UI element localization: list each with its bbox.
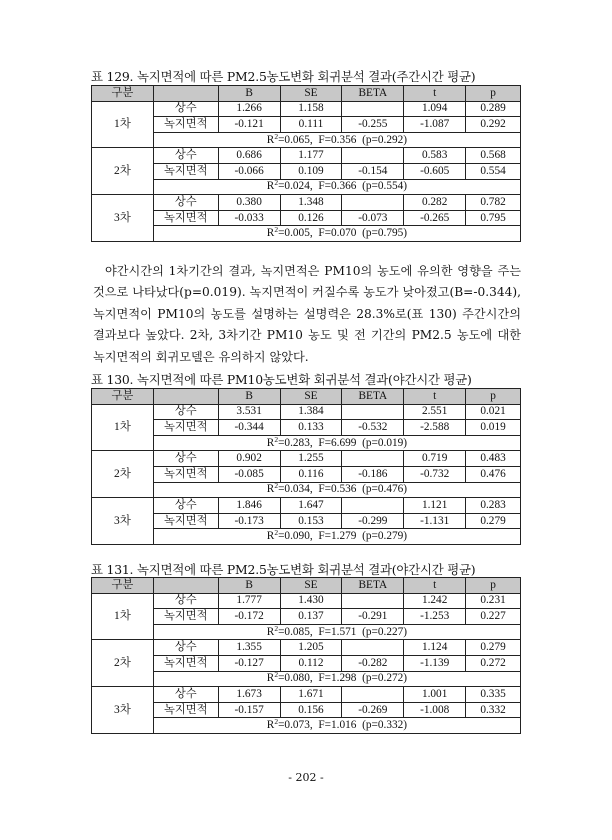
cell-se: 0.109 (280, 163, 342, 179)
cell-beta (342, 195, 404, 211)
r2-value: =0.085, (278, 625, 313, 638)
cell-se: 0.133 (280, 420, 342, 436)
cell-p: 0.795 (466, 210, 521, 226)
cell-beta: -0.154 (342, 163, 404, 179)
cell-t: 1.121 (404, 498, 466, 514)
row-label: 상수 (153, 498, 218, 514)
row-label: 상수 (153, 640, 218, 656)
model-summary (153, 132, 520, 148)
f-value: F=1.279 (318, 530, 357, 543)
f-value: F=1.298 (318, 672, 357, 685)
cell-t: 1.242 (404, 593, 466, 609)
row-label: 녹지면적 (153, 513, 218, 529)
cell-t: -0.265 (404, 210, 466, 226)
cell-se: 0.116 (280, 466, 342, 482)
f-value: F=0.366 (318, 180, 357, 193)
row-label: 상수 (153, 404, 218, 420)
model-summary (153, 435, 520, 451)
table-row (92, 148, 521, 164)
superscript: 2 (274, 623, 279, 633)
cell-b: -0.344 (218, 420, 280, 436)
table-130 (91, 388, 521, 545)
cell-se: 0.126 (280, 210, 342, 226)
cell-beta (342, 593, 404, 609)
cell-b: -0.172 (218, 609, 280, 625)
table-130-caption: 표 130. 녹지면적에 따른 PM10농도변화 회귀분석 결과(야간시간 평균) (91, 372, 472, 387)
superscript: 2 (274, 481, 279, 491)
cell-p: 0.272 (466, 655, 521, 671)
group-label: 1차 (92, 404, 154, 451)
cell-beta: -0.186 (342, 466, 404, 482)
table-row (92, 195, 521, 211)
cell-b: -0.121 (218, 117, 280, 133)
cell-beta: -0.073 (342, 210, 404, 226)
cell-se: 0.156 (280, 702, 342, 718)
cell-se: 0.112 (280, 655, 342, 671)
row-label: 상수 (153, 148, 218, 164)
header-row (92, 578, 521, 594)
cell-t: 1.124 (404, 640, 466, 656)
table-row (92, 640, 521, 656)
p-value: (p=0.292) (362, 133, 408, 146)
cell-p: 0.019 (466, 420, 521, 436)
cell-b: 0.902 (218, 451, 280, 467)
column-header: B (218, 389, 280, 405)
cell-b: -0.066 (218, 163, 280, 179)
column-header: BETA (342, 389, 404, 405)
cell-b: -0.157 (218, 702, 280, 718)
model-summary (153, 529, 520, 545)
cell-se: 1.647 (280, 498, 342, 514)
cell-p: 0.483 (466, 451, 521, 467)
r-squared-symbol: R (266, 483, 275, 496)
table-row (92, 498, 521, 514)
group-label: 2차 (92, 451, 154, 498)
p-value: (p=0.019) (362, 436, 408, 449)
table-129-caption: 표 129. 녹지면적에 따른 PM2.5농도변화 회귀분석 결과(주간시간 평균) (91, 69, 476, 84)
cell-b: -0.085 (218, 466, 280, 482)
superscript: 2 (274, 717, 279, 727)
group-label: 1차 (92, 101, 154, 148)
row-label: 녹지면적 (153, 609, 218, 625)
model-summary (153, 624, 520, 640)
model-summary (153, 482, 520, 498)
page-number: - 202 - (288, 771, 324, 784)
column-header: t (404, 389, 466, 405)
cell-p: 0.332 (466, 702, 521, 718)
r-squared-symbol: R (266, 719, 275, 732)
summary-row (92, 718, 521, 734)
summary-row (92, 671, 521, 687)
r-squared-symbol: R (266, 133, 275, 146)
cell-beta: -0.255 (342, 117, 404, 133)
cell-b: -0.127 (218, 655, 280, 671)
r-squared-symbol: R (266, 625, 275, 638)
cell-se: 0.137 (280, 609, 342, 625)
summary-row (92, 624, 521, 640)
cell-b: 1.355 (218, 640, 280, 656)
cell-p: 0.292 (466, 117, 521, 133)
table-row (92, 451, 521, 467)
summary-row (92, 132, 521, 148)
cell-p: 0.554 (466, 163, 521, 179)
cell-beta (342, 687, 404, 703)
column-header: 구분 (92, 86, 154, 102)
r2-value: =0.024, (278, 180, 313, 193)
row-label: 녹지면적 (153, 117, 218, 133)
cell-se: 1.430 (280, 593, 342, 609)
table-row (92, 687, 521, 703)
header-row (92, 86, 521, 102)
cell-p: 0.021 (466, 404, 521, 420)
cell-b: -0.033 (218, 210, 280, 226)
table-row (92, 117, 521, 133)
r-squared-symbol: R (266, 530, 275, 543)
cell-t: 1.001 (404, 687, 466, 703)
cell-se: 1.158 (280, 101, 342, 117)
p-value: (p=0.272) (362, 672, 408, 685)
group-label: 3차 (92, 195, 154, 242)
cell-t: -1.253 (404, 609, 466, 625)
cell-se: 1.177 (280, 148, 342, 164)
row-label: 녹지면적 (153, 420, 218, 436)
cell-t: 0.719 (404, 451, 466, 467)
table-131-caption: 표 131. 녹지면적에 따른 PM2.5농도변화 회귀분석 결과(야간시간 평균) (91, 562, 476, 577)
column-header: t (404, 86, 466, 102)
table-row (92, 466, 521, 482)
r2-value: =0.005, (278, 227, 313, 240)
cell-p: 0.279 (466, 513, 521, 529)
cell-b: 1.777 (218, 593, 280, 609)
cell-t: -1.139 (404, 655, 466, 671)
column-header: BETA (342, 86, 404, 102)
r-squared-symbol: R (266, 672, 275, 685)
table-row (92, 513, 521, 529)
f-value: F=0.070 (318, 227, 357, 240)
superscript: 2 (274, 670, 279, 680)
r-squared-symbol: R (266, 180, 275, 193)
f-value: F=6.699 (318, 436, 357, 449)
p-value: (p=0.227) (362, 625, 408, 638)
cell-beta (342, 451, 404, 467)
r-squared-symbol: R (266, 436, 275, 449)
column-header: p (466, 578, 521, 594)
r-squared-symbol: R (266, 227, 275, 240)
column-header: SE (280, 86, 342, 102)
cell-se: 1.255 (280, 451, 342, 467)
column-header: B (218, 86, 280, 102)
cell-b: 1.266 (218, 101, 280, 117)
cell-p: 0.279 (466, 640, 521, 656)
table-row (92, 420, 521, 436)
column-header: B (218, 578, 280, 594)
cell-b: 0.686 (218, 148, 280, 164)
cell-beta: -0.291 (342, 609, 404, 625)
cell-t: -0.732 (404, 466, 466, 482)
cell-p: 0.231 (466, 593, 521, 609)
table-row (92, 655, 521, 671)
table-row (92, 210, 521, 226)
p-value: (p=0.795) (362, 227, 408, 240)
superscript: 2 (274, 225, 279, 235)
superscript: 2 (274, 528, 279, 538)
row-label: 녹지면적 (153, 466, 218, 482)
cell-p: 0.476 (466, 466, 521, 482)
r2-value: =0.283, (278, 436, 313, 449)
row-label: 상수 (153, 195, 218, 211)
table-129 (91, 85, 521, 242)
cell-t: -1.131 (404, 513, 466, 529)
row-label: 상수 (153, 593, 218, 609)
cell-t: -1.008 (404, 702, 466, 718)
model-summary (153, 671, 520, 687)
r2-value: =0.065, (278, 133, 313, 146)
superscript: 2 (274, 178, 279, 188)
cell-beta (342, 498, 404, 514)
column-header: SE (280, 389, 342, 405)
cell-p: 0.289 (466, 101, 521, 117)
cell-b: 1.673 (218, 687, 280, 703)
model-summary (153, 226, 520, 242)
cell-p: 0.568 (466, 148, 521, 164)
superscript: 2 (274, 434, 279, 444)
cell-beta (342, 404, 404, 420)
cell-beta (342, 148, 404, 164)
cell-b: 3.531 (218, 404, 280, 420)
column-header (153, 389, 218, 405)
group-label: 3차 (92, 687, 154, 734)
body-paragraph (93, 261, 521, 368)
cell-beta: -0.299 (342, 513, 404, 529)
r2-value: =0.073, (278, 719, 313, 732)
superscript: 2 (274, 131, 279, 141)
summary-row (92, 435, 521, 451)
row-label: 녹지면적 (153, 163, 218, 179)
row-label: 녹지면적 (153, 702, 218, 718)
table-row (92, 593, 521, 609)
r2-value: =0.080, (278, 672, 313, 685)
r2-value: =0.090, (278, 530, 313, 543)
cell-t: -0.605 (404, 163, 466, 179)
summary-row (92, 226, 521, 242)
p-value: (p=0.332) (362, 719, 408, 732)
cell-b: -0.173 (218, 513, 280, 529)
row-label: 녹지면적 (153, 655, 218, 671)
f-value: F=1.016 (318, 719, 357, 732)
column-header: t (404, 578, 466, 594)
paragraph-text: 야간시간의 1차기간의 결과, 녹지면적은 PM10의 농도에 유의한 영향을 주는 것으로 나타났다(p=0.019). 녹지면적이 커질수록 농도가 낮아졌고(B=-0.344), 녹지면적이 PM10의 농도를 설명하는 설명력은 28.3%로(표 130) 주간시간의 결과보다 높았다. 2차, 3차기간 PM10 농도 및 전 기간의 PM2.5 농도에 대한 녹지면적의 회귀모델은 유의하지 않았다. (93, 264, 521, 364)
r2-value: =0.034, (278, 483, 313, 496)
cell-beta (342, 640, 404, 656)
column-header: BETA (342, 578, 404, 594)
summary-row (92, 529, 521, 545)
table-131 (91, 577, 521, 734)
cell-t: 2.551 (404, 404, 466, 420)
cell-p: 0.227 (466, 609, 521, 625)
cell-se: 1.348 (280, 195, 342, 211)
cell-t: 0.583 (404, 148, 466, 164)
table-row (92, 101, 521, 117)
cell-se: 1.205 (280, 640, 342, 656)
cell-beta: -0.269 (342, 702, 404, 718)
cell-p: 0.782 (466, 195, 521, 211)
column-header: SE (280, 578, 342, 594)
cell-p: 0.335 (466, 687, 521, 703)
summary-row (92, 179, 521, 195)
group-label: 3차 (92, 498, 154, 545)
cell-t: 1.094 (404, 101, 466, 117)
model-summary (153, 179, 520, 195)
p-value: (p=0.554) (362, 180, 408, 193)
cell-b: 1.846 (218, 498, 280, 514)
row-label: 녹지면적 (153, 210, 218, 226)
cell-b: 0.380 (218, 195, 280, 211)
p-value: (p=0.476) (362, 483, 408, 496)
cell-beta (342, 101, 404, 117)
cell-se: 1.384 (280, 404, 342, 420)
column-header (153, 86, 218, 102)
f-value: F=0.356 (318, 133, 357, 146)
table-row (92, 404, 521, 420)
f-value: F=1.571 (318, 625, 357, 638)
table-row (92, 163, 521, 179)
cell-beta: -0.282 (342, 655, 404, 671)
row-label: 상수 (153, 687, 218, 703)
column-header: p (466, 86, 521, 102)
cell-se: 1.671 (280, 687, 342, 703)
cell-t: 0.282 (404, 195, 466, 211)
group-label: 1차 (92, 593, 154, 640)
table-row (92, 702, 521, 718)
cell-t: -2.588 (404, 420, 466, 436)
f-value: F=0.536 (318, 483, 357, 496)
model-summary (153, 718, 520, 734)
cell-beta: -0.532 (342, 420, 404, 436)
group-label: 2차 (92, 640, 154, 687)
column-header: 구분 (92, 578, 154, 594)
table-row (92, 609, 521, 625)
column-header: 구분 (92, 389, 154, 405)
p-value: (p=0.279) (362, 530, 408, 543)
row-label: 상수 (153, 451, 218, 467)
header-row (92, 389, 521, 405)
cell-p: 0.283 (466, 498, 521, 514)
cell-t: -1.087 (404, 117, 466, 133)
cell-se: 0.111 (280, 117, 342, 133)
group-label: 2차 (92, 148, 154, 195)
cell-se: 0.153 (280, 513, 342, 529)
summary-row (92, 482, 521, 498)
column-header: p (466, 389, 521, 405)
column-header (153, 578, 218, 594)
row-label: 상수 (153, 101, 218, 117)
